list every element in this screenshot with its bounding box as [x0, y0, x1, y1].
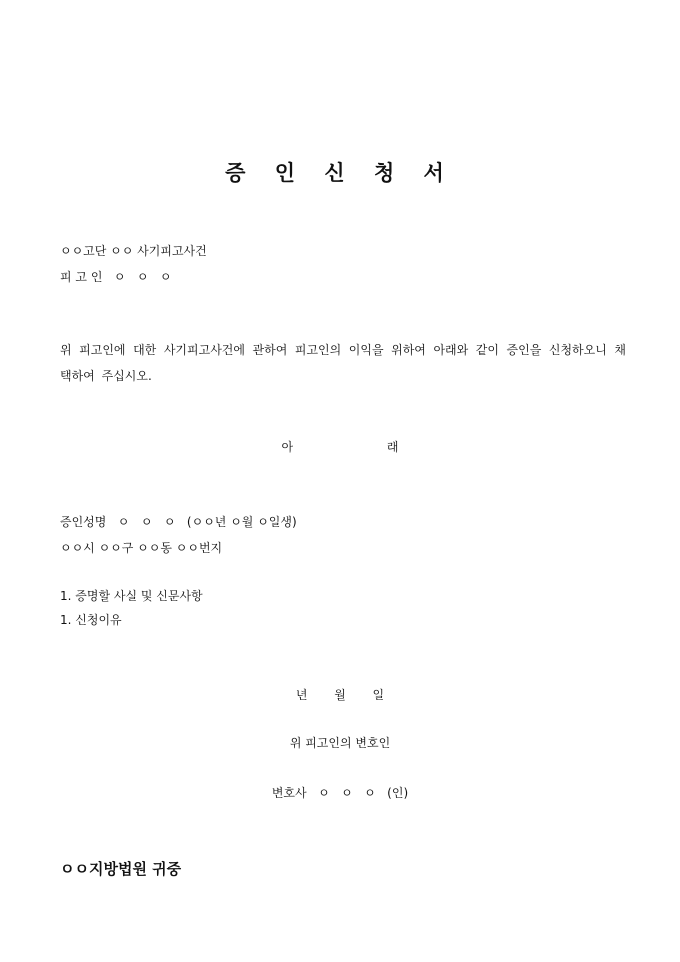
lawyer-signature-line: 변호사 ㅇ ㅇ ㅇ (인)	[271, 786, 409, 800]
aliae-heading: 아 래	[281, 440, 399, 454]
witness-address-line: ㅇㅇ시 ㅇㅇ구 ㅇㅇ동 ㅇㅇ번지	[60, 541, 223, 555]
document-title: 증 인 신 청 서	[225, 160, 455, 185]
defendant-line: 피 고 인 ㅇ ㅇ ㅇ	[60, 270, 172, 284]
court-addressee: ㅇㅇ지방법원 귀중	[60, 860, 182, 878]
case-number: ㅇㅇ고단 ㅇㅇ 사기피고사건	[60, 244, 207, 258]
witness-name-line: 증인성명 ㅇ ㅇ ㅇ (ㅇㅇ년 ㅇ월 ㅇ일생)	[60, 515, 297, 529]
item-facts-to-prove: 1. 증명할 사실 및 신문사항	[60, 589, 203, 603]
date-line: 년 월 일	[295, 688, 385, 702]
request-paragraph: 위 피고인에 대한 사기피고사건에 관하여 피고인의 이익을 위하여 아래와 같이 증인을 신청하오니 채택하여 주십시오.	[60, 343, 626, 383]
item-reason: 1. 신청이유	[60, 613, 122, 627]
signatory-role: 위 피고인의 변호인	[289, 736, 391, 750]
